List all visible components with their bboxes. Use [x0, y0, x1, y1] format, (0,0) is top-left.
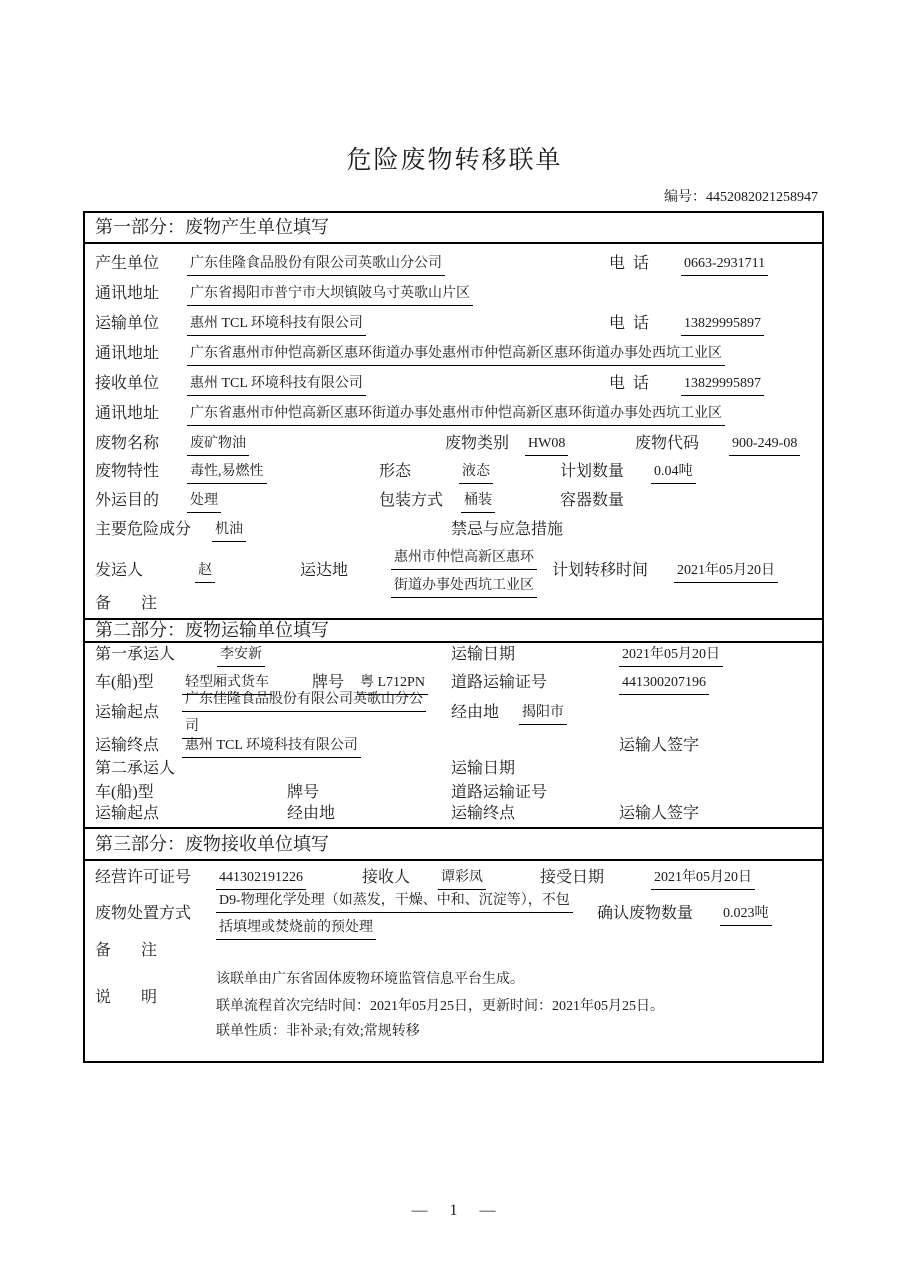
- section2-header: 第二部分：废物运输单位填写: [95, 620, 329, 640]
- packaging-label: 包装方式: [379, 492, 444, 509]
- shipper-label: 发运人: [95, 562, 144, 579]
- producer-phone-label: 电话: [609, 255, 658, 272]
- waste-property-value: 毒性,易燃性: [187, 462, 267, 484]
- origin1-value-line1: 广东佳隆食品股份有限公司英歌山分公: [182, 690, 426, 712]
- divider: [85, 827, 822, 829]
- road-permit1-value: 441300207196: [619, 673, 709, 695]
- transfer-time-value: 2021年05月20日: [674, 561, 778, 583]
- hazard-component-label: 主要危险成分: [95, 521, 192, 538]
- origin1-label: 运输起点: [95, 704, 160, 721]
- recipient-value: 谭彩凤: [438, 868, 486, 890]
- section1-remark-label: 备注: [95, 595, 188, 612]
- terminus2-label: 运输终点: [451, 805, 516, 822]
- transporter-address-label: 通讯地址: [95, 345, 160, 362]
- confirmed-qty-value: 0.023吨: [720, 904, 772, 926]
- disposal-label: 废物处置方式: [95, 905, 192, 922]
- packaging-value: 桶装: [461, 491, 495, 513]
- document-number: [664, 186, 818, 206]
- section1-header: 第一部分：废物产生单位填写: [95, 217, 329, 237]
- purpose-label: 外运目的: [95, 492, 160, 509]
- note-line3: 联单性质：非补录;有效;常规转移: [216, 1024, 420, 1039]
- destination-label: 运达地: [300, 562, 349, 579]
- via2-label: 经由地: [287, 805, 336, 822]
- transporter-value: 惠州 TCL 环境科技有限公司: [187, 314, 366, 336]
- confirmed-qty-label: 确认废物数量: [597, 905, 694, 922]
- waste-code-label: 废物代码: [635, 435, 700, 452]
- note-line1: 该联单由广东省固体废物环境监管信息平台生成。: [216, 972, 524, 987]
- receiver-phone-label: 电话: [609, 375, 658, 392]
- origin1-value-line2: 司: [182, 717, 202, 739]
- planned-qty-value: 0.04吨: [651, 462, 696, 484]
- vehicle1-value: 轻型厢式货车: [182, 673, 272, 695]
- via1-value: 揭阳市: [519, 703, 567, 725]
- transfer-time-label: 计划转移时间: [552, 562, 649, 579]
- via1-label: 经由地: [451, 704, 500, 721]
- note-line2: 联单流程首次完结时间：2021年05月25日，更新时间：2021年05月25日。: [216, 999, 664, 1014]
- document-number-label: 编号：: [664, 190, 706, 205]
- waste-category-value: HW08: [525, 434, 568, 456]
- waste-code-value: 900-249-08: [729, 434, 800, 456]
- hazard-component-value: 机油: [212, 520, 246, 542]
- purpose-value: 处理: [187, 491, 221, 513]
- receive-date-label: 接受日期: [540, 869, 605, 886]
- waste-category-label: 废物类别: [445, 435, 510, 452]
- plate1-label: 牌号: [312, 674, 345, 691]
- container-qty-label: 容器数量: [560, 492, 625, 509]
- form-label: 形态: [379, 463, 412, 480]
- transport-date1-label: 运输日期: [451, 646, 516, 663]
- transporter-label: 运输单位: [95, 315, 160, 332]
- document-number-value: 4452082021258947: [706, 190, 818, 205]
- signature1-label: 运输人签字: [619, 737, 700, 754]
- waste-name-label: 废物名称: [95, 435, 160, 452]
- receive-date-value: 2021年05月20日: [651, 868, 755, 890]
- transport-date2-label: 运输日期: [451, 760, 516, 777]
- transporter-phone-label: 电话: [609, 315, 658, 332]
- receiver-address-label: 通讯地址: [95, 405, 160, 422]
- vehicle1-label: 车(船)型: [95, 674, 154, 691]
- receiver-value: 惠州 TCL 环境科技有限公司: [187, 374, 366, 396]
- destination-value-line1: 惠州市仲恺高新区惠环: [391, 548, 537, 570]
- terminus1-value: 惠州 TCL 环境科技有限公司: [182, 736, 361, 758]
- emergency-label: 禁忌与应急措施: [451, 521, 564, 538]
- carrier1-value: 李安新: [217, 645, 265, 667]
- receiver-label: 接收单位: [95, 375, 160, 392]
- destination-value-line2: 街道办事处西坑工业区: [391, 576, 537, 598]
- origin2-label: 运输起点: [95, 805, 160, 822]
- waste-property-label: 废物特性: [95, 463, 160, 480]
- divider: [85, 859, 822, 861]
- recipient-label: 接收人: [362, 869, 411, 886]
- shipper-value: 赵: [195, 561, 215, 583]
- plate2-label: 牌号: [287, 784, 320, 801]
- divider: [85, 641, 822, 643]
- carrier1-label: 第一承运人: [95, 646, 176, 663]
- form-value: 液态: [459, 462, 493, 484]
- waste-name-value: 废矿物油: [187, 434, 249, 456]
- document-title: 危险废物转移联单: [346, 147, 563, 174]
- license-label: 经营许可证号: [95, 869, 192, 886]
- divider: [85, 242, 822, 244]
- license-value: 441302191226: [216, 868, 306, 890]
- note-label: 说明: [95, 989, 188, 1006]
- carrier2-label: 第二承运人: [95, 760, 176, 777]
- section3-remark-label: 备注: [95, 942, 188, 959]
- terminus1-label: 运输终点: [95, 737, 160, 754]
- section3-header: 第三部分：废物接收单位填写: [95, 834, 329, 854]
- producer-address-label: 通讯地址: [95, 285, 160, 302]
- page-number: — 1 —: [411, 1202, 498, 1219]
- receiver-address-value: 广东省惠州市仲恺高新区惠环街道办事处惠州市仲恺高新区惠环街道办事处西坑工业区: [187, 404, 725, 426]
- receiver-phone-value: 13829995897: [681, 374, 764, 396]
- disposal-value-line2: 括填埋或焚烧前的预处理: [216, 918, 376, 940]
- transporter-phone-value: 13829995897: [681, 314, 764, 336]
- plate1-value: 粤 L712PN: [357, 673, 428, 695]
- producer-label: 产生单位: [95, 255, 160, 272]
- manifest-table: [83, 211, 824, 1063]
- disposal-value-line1: D9-物理化学处理（如蒸发，干燥、中和、沉淀等），不包: [216, 891, 573, 913]
- transport-date1-value: 2021年05月20日: [619, 645, 723, 667]
- planned-qty-label: 计划数量: [560, 463, 625, 480]
- producer-address-value: 广东省揭阳市普宁市大坝镇陂乌寸英歌山片区: [187, 284, 473, 306]
- signature2-label: 运输人签字: [619, 805, 700, 822]
- road-permit2-label: 道路运输证号: [451, 784, 548, 801]
- road-permit1-label: 道路运输证号: [451, 674, 548, 691]
- producer-phone-value: 0663-2931711: [681, 254, 768, 276]
- producer-value: 广东佳隆食品股份有限公司英歌山分公司: [187, 254, 445, 276]
- transporter-address-value: 广东省惠州市仲恺高新区惠环街道办事处惠州市仲恺高新区惠环街道办事处西坑工业区: [187, 344, 725, 366]
- vehicle2-label: 车(船)型: [95, 784, 154, 801]
